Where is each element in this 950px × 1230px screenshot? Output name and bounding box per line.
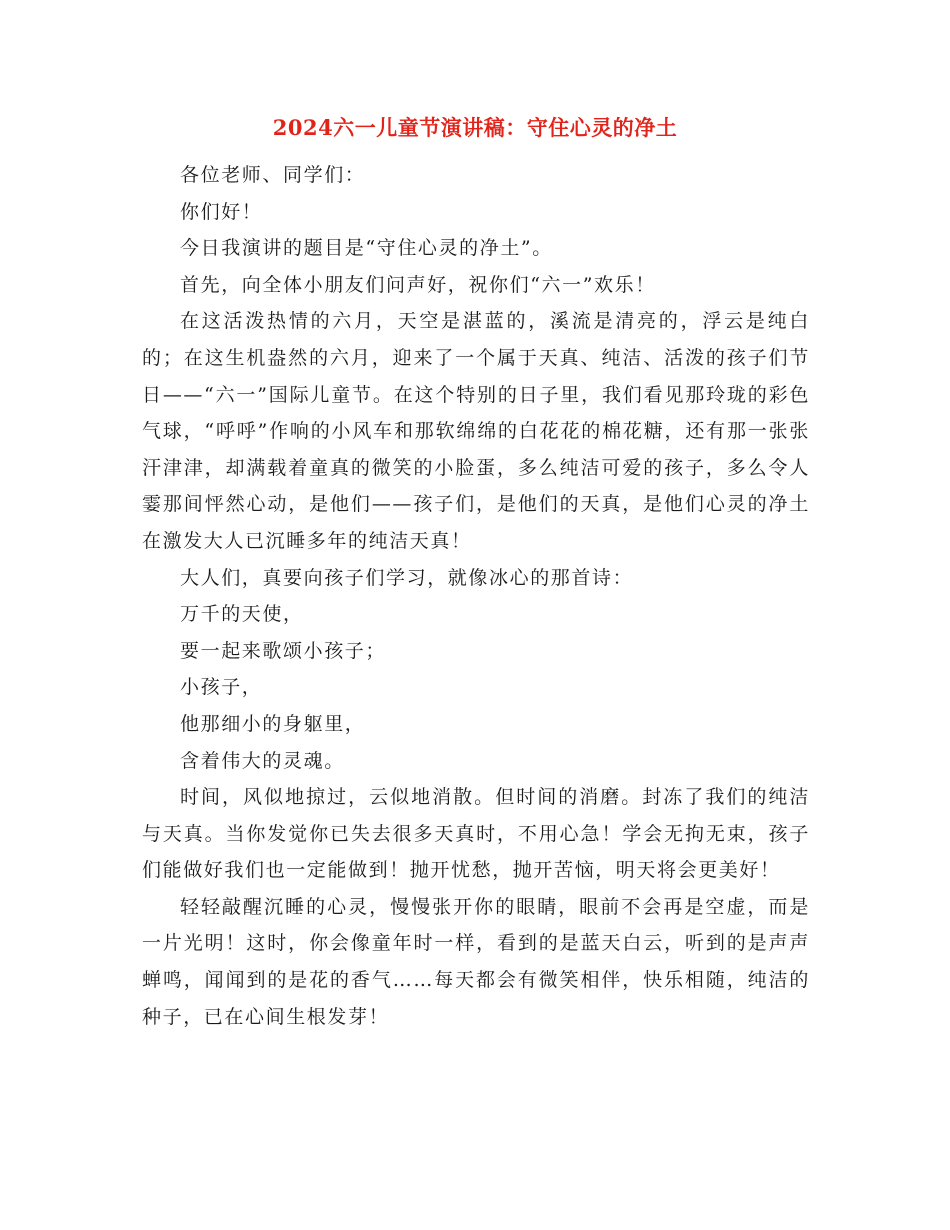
poem-line: 含着伟大的灵魂。 (180, 749, 345, 772)
paragraph-awaken: 轻轻敲醒沉睡的心灵，慢慢张开你的眼睛，眼前不会再是空虚，而是一片光明！这时，你会像童年时一样，看到的是蓝天白云，听到的是声声蝉鸣，闻闻到的是花的香气……每天都会有微笑相伴，快乐相随，纯洁的种子，已在心间生根发芽！ (142, 895, 810, 1028)
document-body (142, 157, 810, 1035)
poem-line: 小孩子， (180, 676, 263, 699)
document-title: 2024六一儿童节演讲稿：守住心灵的净土 (272, 115, 678, 140)
paragraph-june-scene: 在这活泼热情的六月，天空是湛蓝的，溪流是清亮的，浮云是纯白的；在这生机盎然的六月，迎来了一个属于天真、纯洁、活泼的孩子们节日——“六一”国际儿童节。在这个特别的日子里，我们看见那玲珑的彩色气球，“呼呼”作响的小风车和那软绵绵的白花花的棉花糖，还有那一张张汗津津，却满载着童真的微笑的小脸蛋，多么纯洁可爱的孩子，多么令人霎那间怦然心动，是他们——孩子们，是他们的天真，是他们心灵的净土在激发大人已沉睡多年的纯洁天真！ (142, 310, 810, 552)
paragraph-time: 时间，风似地掠过，云似地消散。但时间的消磨。封冻了我们的纯洁与天真。当你发觉你已失去很多天真时，不用心急！学会无拘无束，孩子们能做好我们也一定能做到！抛开忧愁，抛开苦恼，明天将会更美好！ (142, 786, 810, 882)
paragraph-greeting: 你们好！ (180, 200, 263, 223)
poem-line: 他那细小的身躯里， (180, 712, 366, 735)
paragraph-topic: 今日我演讲的题目是“守住心灵的净土”。 (180, 237, 553, 260)
poem-line: 要一起来歌颂小孩子； (180, 639, 387, 662)
poem-line: 万千的天使， (180, 603, 304, 626)
paragraph-salutation: 各位老师、同学们： (180, 164, 366, 186)
paragraph-wishes: 首先，向全体小朋友们问声好，祝你们“六一”欢乐！ (180, 273, 656, 296)
paragraph-poem-intro: 大人们，真要向孩子们学习，就像冰心的那首诗： (180, 566, 634, 589)
